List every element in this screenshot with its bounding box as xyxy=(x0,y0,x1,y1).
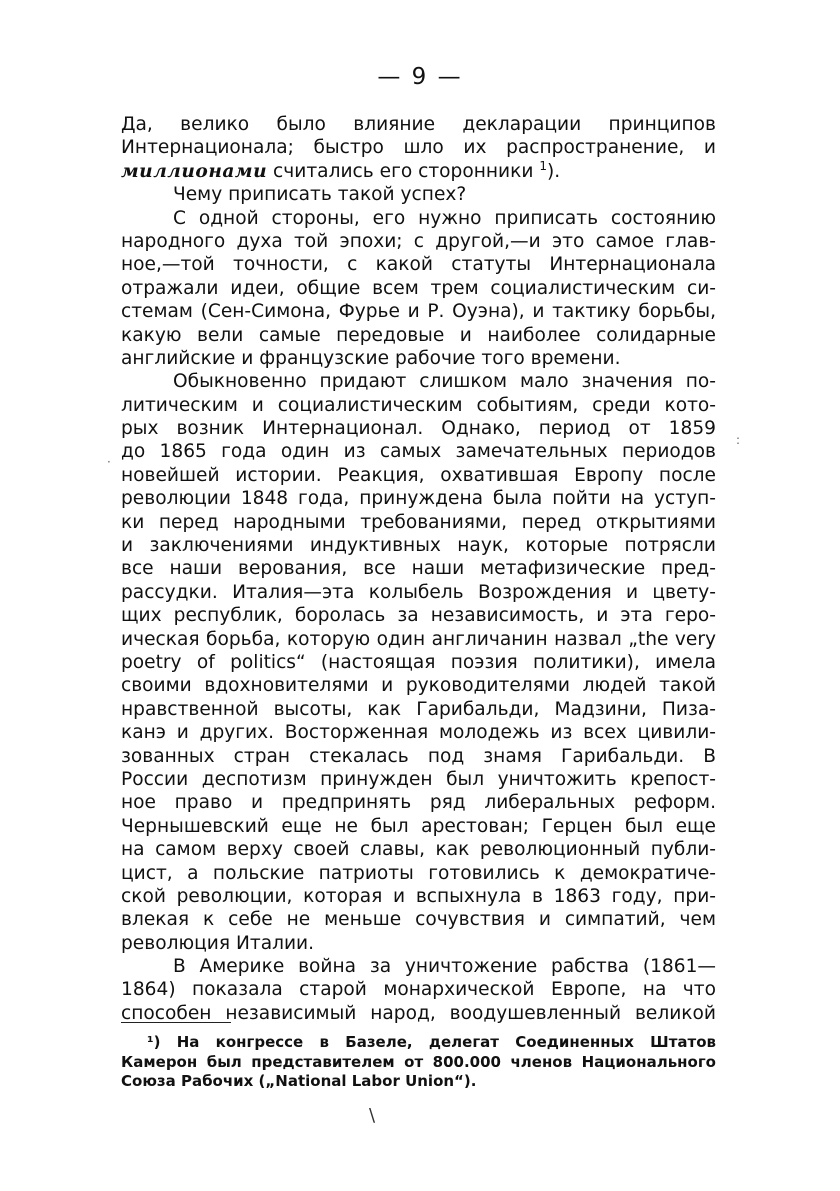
text-line: Чему приписать такой успех? xyxy=(173,184,467,206)
footnote-line: Камерон был представителем от 800.000 членов Национального xyxy=(121,1052,716,1071)
text-line: английские и французские рабочие того времени. xyxy=(121,347,621,369)
text-line: С одной стороны, его нужно приписать состоянию xyxy=(173,207,716,229)
text-line: России деспотизм принужден был уничтожить крепост- xyxy=(121,768,716,790)
text-line: отражали идеи, общие всем трем социалистическим си- xyxy=(121,277,716,299)
text-line: Чернышевский еще не был арестован; Герцен был еще xyxy=(121,815,716,837)
text-line: щих республик, боролась за независимость, и эта геро- xyxy=(121,605,716,627)
footnote-marker: 1 xyxy=(539,158,547,173)
text-line: ное,—той точности, с какой статуты Интернационала xyxy=(121,254,716,276)
footnote-line: Союза Рабочих („National Labor Union“). xyxy=(121,1072,477,1090)
text-line: ки перед народными требованиями, перед открытиями xyxy=(121,511,716,533)
text-line: ской революции, которая и вспыхнула в 1863 году, при- xyxy=(121,885,716,907)
page-number: — 9 — xyxy=(377,64,463,90)
text-line: рых возник Интернационал. Однако, период от 1859 xyxy=(121,418,716,440)
text-line: зованных стран стекалась под знамя Гарибальди. В xyxy=(121,745,716,767)
scan-mark: \ xyxy=(369,1105,376,1126)
footnote-line: ¹) На конгрессе в Базеле, делегат Соединенных Штатов xyxy=(147,1033,716,1051)
text-line: до 1865 года один из самых замечательных периодов xyxy=(121,441,716,463)
text-line: канэ и других. Восторженная молодежь из всех цивили- xyxy=(121,722,716,744)
footnotes xyxy=(121,1033,716,1092)
text-line: революции 1848 года, принуждена была пойти на уступ- xyxy=(121,488,716,510)
margin-scan-mark: · xyxy=(107,455,111,469)
text-line: народного духа той эпохи; с другой,—и это самое глав- xyxy=(121,230,716,252)
text-line: рассудки. Италия—эта колыбель Возрождения и цвету- xyxy=(121,581,716,603)
text-line: нравственной высоты, как Гарибальди, Мадзини, Пиза- xyxy=(121,698,716,720)
text-line: способен независимый народ, воодушевленный великой xyxy=(121,1002,716,1024)
text-line: Да, велико было влияние декларации принципов xyxy=(121,114,716,135)
text-line: Обыкновенно придают слишком мало значения по- xyxy=(173,371,716,393)
text-fragment: считались его сторонники xyxy=(267,160,540,182)
text-line: стемам (Сен-Симона, Фурье и Р. Оуэна), и тактику борьбы, xyxy=(121,301,716,323)
text-line: ное право и предпринять ряд либеральных реформ. xyxy=(121,792,716,814)
emphasized-word: миллионами xyxy=(121,160,268,182)
text-line: 1864) показала старой монархической Европе, на что xyxy=(121,979,716,1001)
footnote-divider xyxy=(121,1022,231,1023)
text-line: ическая борьба, которую один англичанин назвал „the very xyxy=(121,628,716,650)
margin-scan-mark: : xyxy=(736,433,741,447)
text-line: какую вели самые передовые и наиболее солидарные xyxy=(121,324,716,346)
text-line: все наши верования, все наши метафизические пред- xyxy=(121,558,716,580)
text-line: новейшей истории. Реакция, охватившая Европу после xyxy=(121,464,716,486)
text-line: Интернационала; быстро шло их распространение, и xyxy=(121,137,716,159)
text-line: и заключениями индуктивных наук, которые потрясли xyxy=(121,535,716,557)
text-line: poetry of politics“ (настоящая поэзия политики), имела xyxy=(121,651,716,673)
text-line: литическим и социалистическим событиям, среди кото- xyxy=(121,394,716,416)
text-line: на самом верху своей славы, как революционный публи- xyxy=(121,839,716,861)
text-line xyxy=(121,160,716,183)
body-text xyxy=(121,113,716,1025)
text-line: В Америке война за уничтожение рабства (1861— xyxy=(173,956,716,978)
text-fragment: ). xyxy=(547,160,561,182)
text-line: своими вдохновителями и руководителями людей такой xyxy=(121,675,716,697)
text-line: революция Италии. xyxy=(121,932,315,954)
text-line: цист, а польские патриоты готовились к демократиче- xyxy=(121,862,716,884)
text-line: влекая к себе не меньше сочувствия и симпатий, чем xyxy=(121,909,716,931)
